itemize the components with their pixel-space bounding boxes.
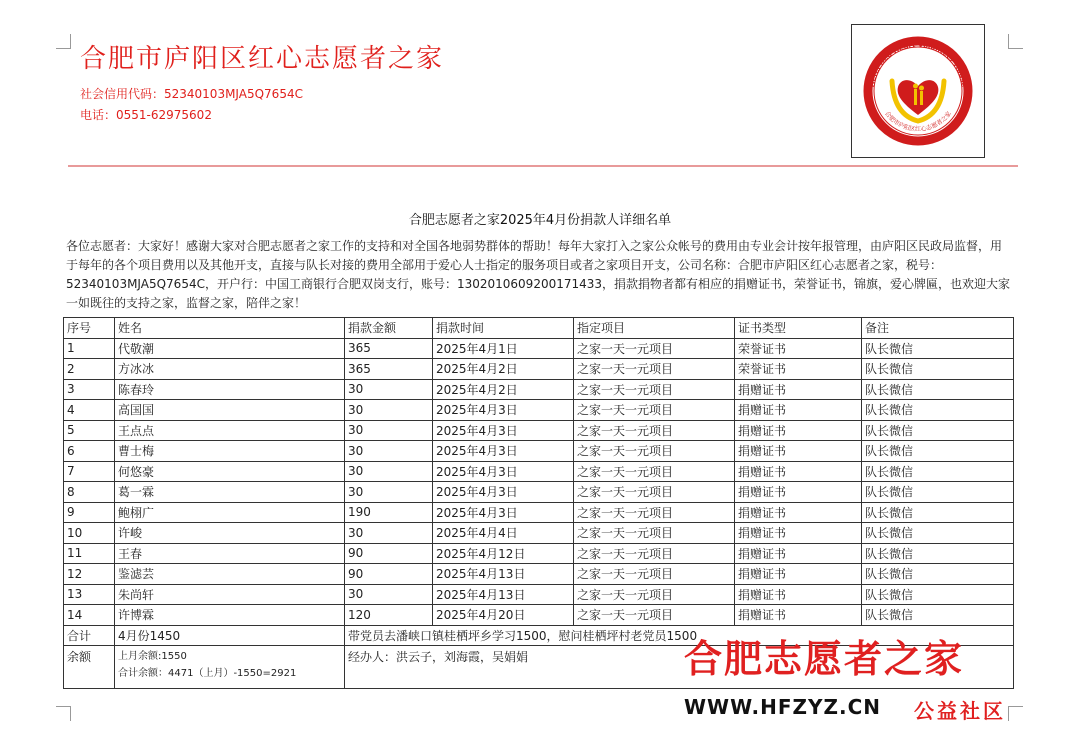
table-cell: 2025年4月13日 bbox=[433, 564, 574, 585]
org-contact-info bbox=[80, 84, 303, 126]
table-cell: 30 bbox=[345, 400, 433, 421]
table-cell: 之家一天一元项目 bbox=[574, 523, 735, 544]
table-row bbox=[64, 523, 1014, 544]
table-row bbox=[64, 359, 1014, 380]
table-cell: 捐赠证书 bbox=[735, 605, 862, 626]
table-cell: 11 bbox=[64, 543, 115, 564]
last-month-balance: 上月余额:1550 bbox=[118, 650, 187, 662]
table-cell: 队长微信 bbox=[862, 359, 1014, 380]
table-row bbox=[64, 564, 1014, 585]
table-cell: 30 bbox=[345, 523, 433, 544]
table-cell: 9 bbox=[64, 502, 115, 523]
table-row bbox=[64, 420, 1014, 441]
table-cell: 365 bbox=[345, 359, 433, 380]
table-cell: 捐赠证书 bbox=[735, 461, 862, 482]
table-cell: 之家一天一元项目 bbox=[574, 379, 735, 400]
table-cell: 30 bbox=[345, 461, 433, 482]
table-cell: 荣誉证书 bbox=[735, 359, 862, 380]
table-cell: 2025年4月4日 bbox=[433, 523, 574, 544]
table-cell: 何悠豪 bbox=[115, 461, 345, 482]
column-header: 证书类型 bbox=[735, 318, 862, 339]
page-corner-mark bbox=[1008, 706, 1023, 721]
table-cell: 之家一天一元项目 bbox=[574, 482, 735, 503]
table-cell: 30 bbox=[345, 441, 433, 462]
table-cell: 捐赠证书 bbox=[735, 420, 862, 441]
table-cell: 队长微信 bbox=[862, 584, 1014, 605]
table-cell: 队长微信 bbox=[862, 482, 1014, 503]
table-cell: 2025年4月1日 bbox=[433, 338, 574, 359]
table-cell: 14 bbox=[64, 605, 115, 626]
total-amount: 4月份1450 bbox=[115, 625, 345, 645]
table-cell: 2025年4月13日 bbox=[433, 584, 574, 605]
column-header: 指定项目 bbox=[574, 318, 735, 339]
table-cell: 王春 bbox=[115, 543, 345, 564]
table-cell: 30 bbox=[345, 379, 433, 400]
watermark-tag: 公益社区 bbox=[914, 699, 1006, 723]
table-cell: 2025年4月3日 bbox=[433, 400, 574, 421]
table-cell: 队长微信 bbox=[862, 400, 1014, 421]
table-cell: 2025年4月3日 bbox=[433, 482, 574, 503]
table-cell: 7 bbox=[64, 461, 115, 482]
table-cell: 队长微信 bbox=[862, 461, 1014, 482]
table-cell: 队长微信 bbox=[862, 523, 1014, 544]
svg-text:合肥市庐阳区红心志愿者之家: 合肥市庐阳区红心志愿者之家 bbox=[883, 110, 953, 133]
table-cell: 6 bbox=[64, 441, 115, 462]
table-cell: 荣誉证书 bbox=[735, 338, 862, 359]
table-cell: 之家一天一元项目 bbox=[574, 543, 735, 564]
table-cell: 捐赠证书 bbox=[735, 400, 862, 421]
table-cell: 之家一天一元项目 bbox=[574, 502, 735, 523]
page-corner-mark bbox=[1008, 34, 1023, 49]
balance-details bbox=[115, 645, 345, 688]
svg-text:Hefei Red Heart Volunteer Hous: Hefei Red Heart Volunteer House bbox=[868, 40, 968, 88]
table-cell: 朱尚轩 bbox=[115, 584, 345, 605]
table-cell: 代敬潮 bbox=[115, 338, 345, 359]
table-cell: 捐赠证书 bbox=[735, 564, 862, 585]
table-cell: 捐赠证书 bbox=[735, 441, 862, 462]
column-header: 备注 bbox=[862, 318, 1014, 339]
column-header: 捐款时间 bbox=[433, 318, 574, 339]
table-cell: 190 bbox=[345, 502, 433, 523]
table-cell: 捐赠证书 bbox=[735, 502, 862, 523]
table-cell: 之家一天一元项目 bbox=[574, 584, 735, 605]
table-cell: 队长微信 bbox=[862, 605, 1014, 626]
table-cell: 陈春玲 bbox=[115, 379, 345, 400]
table-cell: 30 bbox=[345, 584, 433, 605]
table-cell: 之家一天一元项目 bbox=[574, 338, 735, 359]
table-row bbox=[64, 461, 1014, 482]
table-row bbox=[64, 584, 1014, 605]
table-header-row bbox=[64, 318, 1014, 339]
table-cell: 2025年4月3日 bbox=[433, 461, 574, 482]
table-cell: 之家一天一元项目 bbox=[574, 605, 735, 626]
table-cell: 队长微信 bbox=[862, 379, 1014, 400]
table-cell: 3 bbox=[64, 379, 115, 400]
table-cell: 120 bbox=[345, 605, 433, 626]
table-row bbox=[64, 605, 1014, 626]
table-cell: 捐赠证书 bbox=[735, 379, 862, 400]
table-cell: 队长微信 bbox=[862, 338, 1014, 359]
table-cell: 13 bbox=[64, 584, 115, 605]
table-cell: 之家一天一元项目 bbox=[574, 359, 735, 380]
table-cell: 2025年4月3日 bbox=[433, 502, 574, 523]
watermark-name: 合肥志愿者之家 bbox=[684, 636, 965, 681]
table-cell: 捐赠证书 bbox=[735, 482, 862, 503]
table-cell: 2025年4月2日 bbox=[433, 379, 574, 400]
table-cell: 队长微信 bbox=[862, 420, 1014, 441]
phone-number: 电话：0551-62975602 bbox=[80, 108, 212, 122]
table-row bbox=[64, 338, 1014, 359]
column-header: 姓名 bbox=[115, 318, 345, 339]
org-logo bbox=[851, 24, 985, 158]
table-cell: 捐赠证书 bbox=[735, 543, 862, 564]
table-cell: 2025年4月2日 bbox=[433, 359, 574, 380]
table-cell: 2025年4月20日 bbox=[433, 605, 574, 626]
table-cell: 8 bbox=[64, 482, 115, 503]
table-cell: 5 bbox=[64, 420, 115, 441]
table-cell: 90 bbox=[345, 564, 433, 585]
page-corner-mark bbox=[56, 34, 71, 49]
table-row bbox=[64, 441, 1014, 462]
table-cell: 许博霖 bbox=[115, 605, 345, 626]
column-header: 序号 bbox=[64, 318, 115, 339]
table-row bbox=[64, 400, 1014, 421]
table-cell: 队长微信 bbox=[862, 502, 1014, 523]
table-cell: 曹士梅 bbox=[115, 441, 345, 462]
credit-code: 社会信用代码：52340103MJA5Q7654C bbox=[80, 87, 303, 101]
table-cell: 365 bbox=[345, 338, 433, 359]
table-cell: 王点点 bbox=[115, 420, 345, 441]
table-cell: 鲍栩广 bbox=[115, 502, 345, 523]
balance-label: 余额 bbox=[64, 645, 115, 688]
table-cell: 2025年4月3日 bbox=[433, 420, 574, 441]
watermark-url: WWW.HFZYZ.CN bbox=[684, 695, 882, 719]
table-cell: 高国国 bbox=[115, 400, 345, 421]
table-cell: 鉴滤芸 bbox=[115, 564, 345, 585]
heart-logo-icon bbox=[852, 25, 984, 157]
table-cell: 之家一天一元项目 bbox=[574, 461, 735, 482]
org-title: 合肥市庐阳区红心志愿者之家 bbox=[80, 44, 445, 74]
document-title: 合肥志愿者之家2025年4月份捐款人详细名单 bbox=[408, 213, 672, 228]
table-cell: 12 bbox=[64, 564, 115, 585]
handlers-cell: 经办人：洪云子，刘海霞，吴娟娟 bbox=[345, 645, 1014, 688]
table-cell: 许峻 bbox=[115, 523, 345, 544]
table-cell: 1 bbox=[64, 338, 115, 359]
table-cell: 队长微信 bbox=[862, 564, 1014, 585]
table-cell: 之家一天一元项目 bbox=[574, 420, 735, 441]
table-cell: 2 bbox=[64, 359, 115, 380]
table-cell: 30 bbox=[345, 420, 433, 441]
table-cell: 4 bbox=[64, 400, 115, 421]
table-cell: 方冰冰 bbox=[115, 359, 345, 380]
table-cell: 队长微信 bbox=[862, 543, 1014, 564]
table-cell: 葛一霖 bbox=[115, 482, 345, 503]
table-row bbox=[64, 379, 1014, 400]
table-row bbox=[64, 543, 1014, 564]
table-cell: 90 bbox=[345, 543, 433, 564]
table-cell: 30 bbox=[345, 482, 433, 503]
combined-balance: 合计余额：4471（上月）-1550=2921 bbox=[118, 667, 297, 679]
table-cell: 2025年4月3日 bbox=[433, 441, 574, 462]
table-cell: 2025年4月12日 bbox=[433, 543, 574, 564]
table-cell: 捐赠证书 bbox=[735, 584, 862, 605]
total-label: 合计 bbox=[64, 625, 115, 645]
table-cell: 队长微信 bbox=[862, 441, 1014, 462]
table-cell: 10 bbox=[64, 523, 115, 544]
table-cell: 之家一天一元项目 bbox=[574, 400, 735, 421]
total-expense-note: 带党员去潘峡口镇桂栖坪乡学习1500，慰问桂栖坪村老党员1500 bbox=[345, 625, 1014, 645]
table-cell: 捐赠证书 bbox=[735, 523, 862, 544]
intro-paragraph: 各位志愿者：大家好！感谢大家对合肥志愿者之家工作的支持和对全国各地弱势群体的帮助！每年大家打入之家公众帐号的费用由专业会计按年报管理，由庐阳区民政局监督，用于每年的各个项目费用以及其他开支，直接与队长对接的费用全部用于爱心人士指定的服务项目或者之家项目开支，公司名称：合肥市庐阳区红心志愿者之家，税号：52340103MJA5Q7654C，开户行：中国工商银行合肥双岗支行，账号：1302010609200171433，捐款捐物者都有相应的捐赠证书，荣誉证书，锦旗，爱心牌匾，也欢迎大家一如既往的支持之家，监督之家，陪伴之家！ bbox=[66, 239, 1011, 310]
table-cell: 之家一天一元项目 bbox=[574, 441, 735, 462]
column-header: 捐款金额 bbox=[345, 318, 433, 339]
table-cell: 之家一天一元项目 bbox=[574, 564, 735, 585]
table-row bbox=[64, 502, 1014, 523]
header-divider bbox=[68, 165, 1018, 167]
page-corner-mark bbox=[56, 706, 71, 721]
table-row bbox=[64, 482, 1014, 503]
